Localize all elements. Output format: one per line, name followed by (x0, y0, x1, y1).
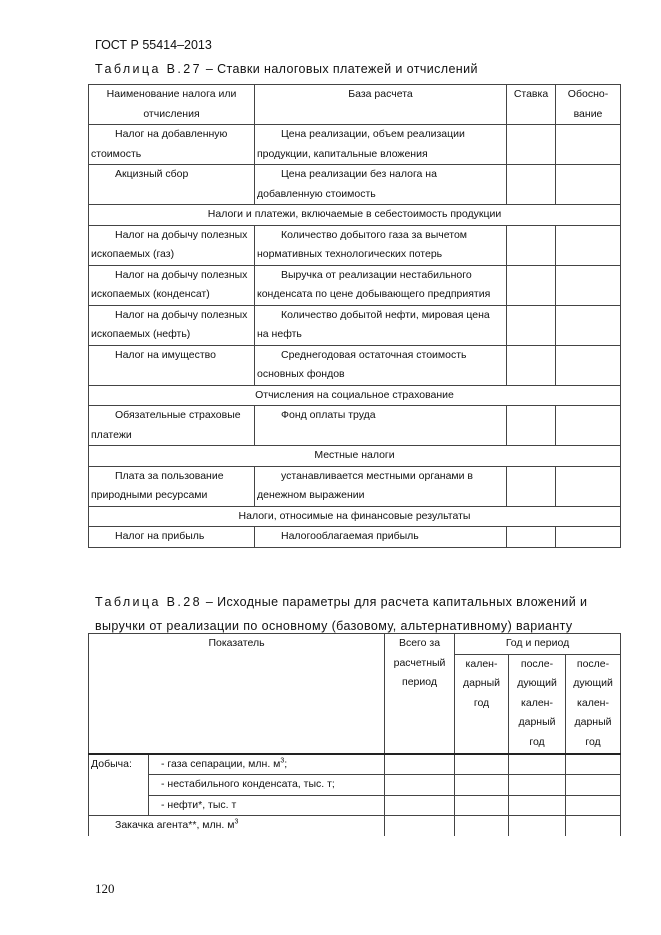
indicator-cell (149, 754, 385, 775)
rate-cell (507, 527, 556, 548)
tax-base-cell: Среднегодовая остаточная стоимость основных фондов (255, 345, 507, 385)
value-cell (566, 795, 621, 816)
tax-name-cell: Налог на имущество (89, 345, 255, 385)
tax-name-cell: Налог на добычу полезных ископаемых (нефть) (89, 305, 255, 345)
header-next-year: после-дующий кален-дарный год (509, 654, 566, 754)
justification-cell (556, 527, 621, 548)
header-year-period: Год и период (455, 634, 621, 655)
page-number: 120 (95, 881, 115, 896)
value-cell (385, 754, 455, 775)
value-cell (385, 775, 455, 796)
tax-name-cell: Акцизный сбор (89, 165, 255, 205)
rate-cell (507, 406, 556, 446)
indicator-text: - нефти*, тыс. т (161, 798, 237, 811)
rate-cell (507, 345, 556, 385)
table-27-header-row (89, 85, 621, 125)
table-row (89, 527, 621, 548)
indicator-cell (149, 775, 385, 796)
section-heading: Налоги, относимые на финансовые результаты (89, 506, 621, 527)
justification-cell (556, 225, 621, 265)
value-cell (385, 795, 455, 816)
tax-base-cell: Количество добытого газа за вычетом нормативных технологических потерь (255, 225, 507, 265)
value-cell (509, 795, 566, 816)
rate-cell (507, 165, 556, 205)
header-total: Всего за расчетный период (385, 634, 455, 754)
justification-cell (556, 406, 621, 446)
value-cell (566, 754, 621, 775)
tax-base-cell: устанавливается местными органами в денежном выражении (255, 466, 507, 506)
value-cell (509, 775, 566, 796)
table-row (89, 816, 621, 836)
tax-base-cell: Выручка от реализации нестабильного конденсата по цене добывающего предприятия (255, 265, 507, 305)
document-header: ГОСТ Р 55414–2013 (95, 38, 212, 52)
tax-name-cell: Обязательные страховые платежи (89, 406, 255, 446)
header-base: База расчета (255, 85, 507, 125)
table-28-caption (95, 590, 615, 638)
caption-text-line1: – Исходные параметры для расчета капитальных вложений и (202, 595, 588, 609)
justification-cell (556, 165, 621, 205)
value-cell (509, 754, 566, 775)
value-cell (566, 816, 621, 836)
section-row (89, 506, 621, 527)
tax-name-cell: Плата за пользование природными ресурсами (89, 466, 255, 506)
caption-label: Таблица В.28 (95, 595, 202, 609)
tax-base-cell: Фонд оплаты труда (255, 406, 507, 446)
value-cell (566, 775, 621, 796)
tax-name-cell: Налог на добычу полезных ископаемых (газ) (89, 225, 255, 265)
section-row (89, 446, 621, 467)
caption-text-line2: выручки от реализации по основному (базовому, альтернативному) варианту (95, 619, 573, 633)
value-cell (455, 816, 509, 836)
value-cell (455, 775, 509, 796)
indicator-text: Закачка агента**, млн. м (115, 819, 235, 831)
value-cell (509, 816, 566, 836)
table-27-caption (95, 62, 478, 76)
tax-name-cell: Налог на добавленную стоимость (89, 125, 255, 165)
production-label: Добыча: (89, 754, 149, 816)
rate-cell (507, 265, 556, 305)
rate-cell (507, 305, 556, 345)
superscript: 3 (280, 757, 285, 764)
tax-base-cell: Налогооблагаемая прибыль (255, 527, 507, 548)
justification-cell (556, 125, 621, 165)
table-row (89, 165, 621, 205)
justification-cell (556, 466, 621, 506)
caption-text: – Ставки налоговых платежей и отчислений (202, 62, 478, 76)
section-heading: Налоги и платежи, включаемые в себестоимость продукции (89, 205, 621, 226)
tax-base-cell: Количество добытой нефти, мировая цена на нефть (255, 305, 507, 345)
rate-cell (507, 125, 556, 165)
section-heading: Отчисления на социальное страхование (89, 385, 621, 406)
table-row (89, 754, 621, 775)
header-indicator: Показатель (89, 634, 385, 754)
table-row (89, 125, 621, 165)
indicator-tail: ; (284, 757, 288, 770)
table-row (89, 345, 621, 385)
tax-name-cell: Налог на прибыль (89, 527, 255, 548)
tax-base-cell: Цена реализации без налога на добавленную стоимость (255, 165, 507, 205)
rate-cell (507, 466, 556, 506)
table-row (89, 775, 621, 796)
table-row (89, 406, 621, 446)
justification-cell (556, 265, 621, 305)
indicator-cell (89, 816, 385, 836)
tax-name-cell: Налог на добычу полезных ископаемых (конденсат) (89, 265, 255, 305)
indicator-text: - газа сепарации, млн. м (161, 757, 281, 770)
header-next-year: после-дующий кален-дарный год (566, 654, 621, 754)
indicator-cell (149, 795, 385, 816)
header-rate: Ставка (507, 85, 556, 125)
table-row (89, 466, 621, 506)
table-row (89, 265, 621, 305)
justification-cell (556, 345, 621, 385)
table-28-header-row (89, 634, 621, 655)
section-row (89, 385, 621, 406)
table-28 (88, 633, 621, 836)
header-tax-name: Наименование налога или отчисления (89, 85, 255, 125)
caption-label: Таблица В.27 (95, 62, 202, 76)
section-row (89, 205, 621, 226)
value-cell (455, 795, 509, 816)
justification-cell (556, 305, 621, 345)
header-justification: Обосно-вание (556, 85, 621, 125)
indicator-text: - нестабильного конденсата, тыс. т; (161, 778, 335, 790)
table-row (89, 795, 621, 816)
header-calendar-year: кален-дарный год (455, 654, 509, 754)
value-cell (455, 754, 509, 775)
table-row (89, 305, 621, 345)
table-27 (88, 84, 621, 548)
section-heading: Местные налоги (89, 446, 621, 467)
table-row (89, 225, 621, 265)
tax-base-cell: Цена реализации, объем реализации продукции, капитальные вложения (255, 125, 507, 165)
rate-cell (507, 225, 556, 265)
value-cell (385, 816, 455, 836)
superscript: 3 (234, 818, 239, 826)
